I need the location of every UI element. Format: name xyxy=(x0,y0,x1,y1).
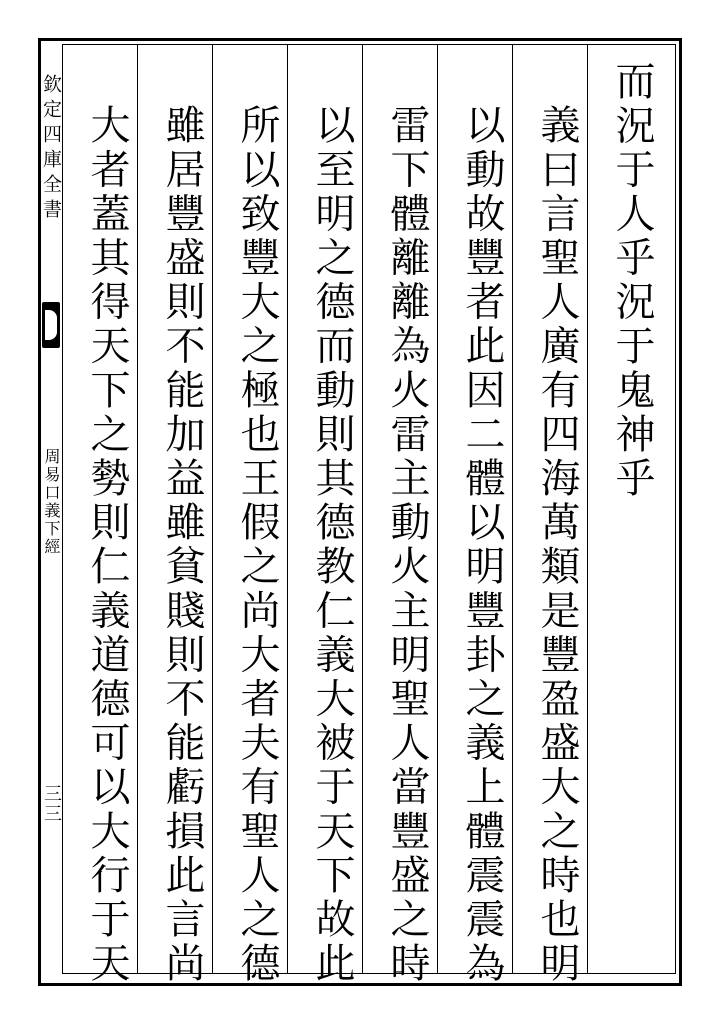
text-column-3: 以動故豐者此因二體以明豐卦之義上體震震為 xyxy=(459,104,505,986)
text-column-5: 以至明之德而動則其德教仁義大被于天下故此 xyxy=(309,104,355,986)
text-column-8: 大者蓋其得天下之勢則仁義道德可以大行于天 xyxy=(84,104,130,986)
column-rule xyxy=(137,44,138,974)
text-column-1: 而況于人乎況于鬼神乎 xyxy=(609,60,655,501)
column-rule xyxy=(512,44,513,974)
column-rule xyxy=(587,44,588,974)
fold-fishtail-mark xyxy=(42,302,60,348)
text-column-2: 義曰言聖人廣有四海萬類是豐盈盛大之時也明 xyxy=(534,104,580,986)
text-column-6: 所以致豐大之極也王假之尚大者夫有聖人之德 xyxy=(234,104,280,986)
fold-page-number: 三三 xyxy=(41,784,62,824)
text-column-4: 雷下體離離為火雷主動火主明聖人當豐盛之時 xyxy=(384,104,430,986)
column-rule xyxy=(437,44,438,974)
column-rule xyxy=(212,44,213,974)
text-column-7: 雖居豐盛則不能加益雖貧賤則不能虧損此言尚 xyxy=(159,104,205,986)
fold-book-title: 周易口義下經 xyxy=(42,448,61,556)
center-fold xyxy=(40,44,62,974)
column-rule xyxy=(362,44,363,974)
fold-collection-title: 欽定四庫全書 xyxy=(40,74,62,224)
column-rule xyxy=(287,44,288,974)
